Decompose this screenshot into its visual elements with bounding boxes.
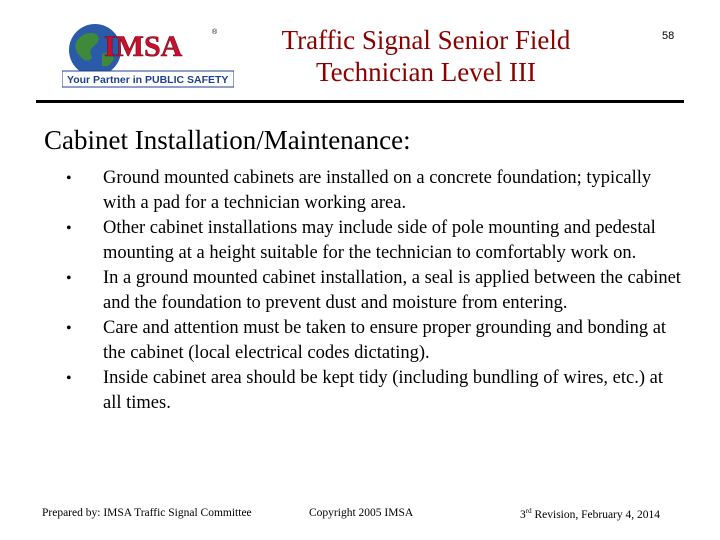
bullet-item	[62, 266, 682, 316]
bullet-text: Care and attention must be taken to ensure proper grounding and bonding at the cabinet (local electrical codes dictating).	[103, 318, 667, 363]
bullet-icon: •	[66, 370, 72, 387]
section-heading: Cabinet Installation/Maintenance:	[44, 125, 411, 155]
logo-registered-mark: ®	[212, 29, 218, 36]
page-number: 58	[662, 30, 675, 42]
bullet-icon: •	[66, 220, 72, 237]
footer-revision-suffix: rd	[525, 507, 532, 515]
bullet-item	[62, 166, 682, 216]
bullet-icon: •	[66, 170, 72, 187]
bullet-item	[62, 316, 682, 366]
bullet-text: Other cabinet installations may include side of pole mounting and pedestal mounting at a height suitable for the technician to comfortably work on.	[103, 218, 656, 263]
bullet-item	[62, 366, 682, 416]
logo-wordmark: IMSA	[104, 30, 183, 63]
footer-revision-number: 3	[520, 509, 526, 521]
bullet-text: Inside cabinet area should be kept tidy (including bundling of wires, etc.) at all times.	[103, 368, 663, 413]
bullet-icon: •	[66, 270, 72, 287]
slide-title-line-1: Traffic Signal Senior Field	[281, 25, 571, 55]
imsa-logo	[62, 20, 234, 90]
footer-prepared-by: Prepared by: IMSA Traffic Signal Committee	[42, 507, 252, 519]
footer-copyright: Copyright 2005 IMSA	[309, 507, 414, 519]
slide-title-line-2: Technician Level III	[316, 57, 536, 87]
bullet-item	[62, 216, 682, 266]
bullet-list	[62, 166, 682, 416]
logo-tagline: Your Partner in PUBLIC SAFETY	[67, 74, 229, 86]
footer-revision	[520, 507, 660, 521]
footer-revision-text: Revision, February 4, 2014	[531, 509, 660, 521]
bullet-icon: •	[66, 320, 72, 337]
header-divider	[36, 100, 684, 103]
slide-title	[240, 24, 612, 88]
bullet-text: In a ground mounted cabinet installation, a seal is applied between the cabinet and the foundation to prevent dust and moisture from entering.	[103, 268, 681, 313]
bullet-text: Ground mounted cabinets are installed on a concrete foundation; typically with a pad for a technician working area.	[103, 168, 652, 213]
